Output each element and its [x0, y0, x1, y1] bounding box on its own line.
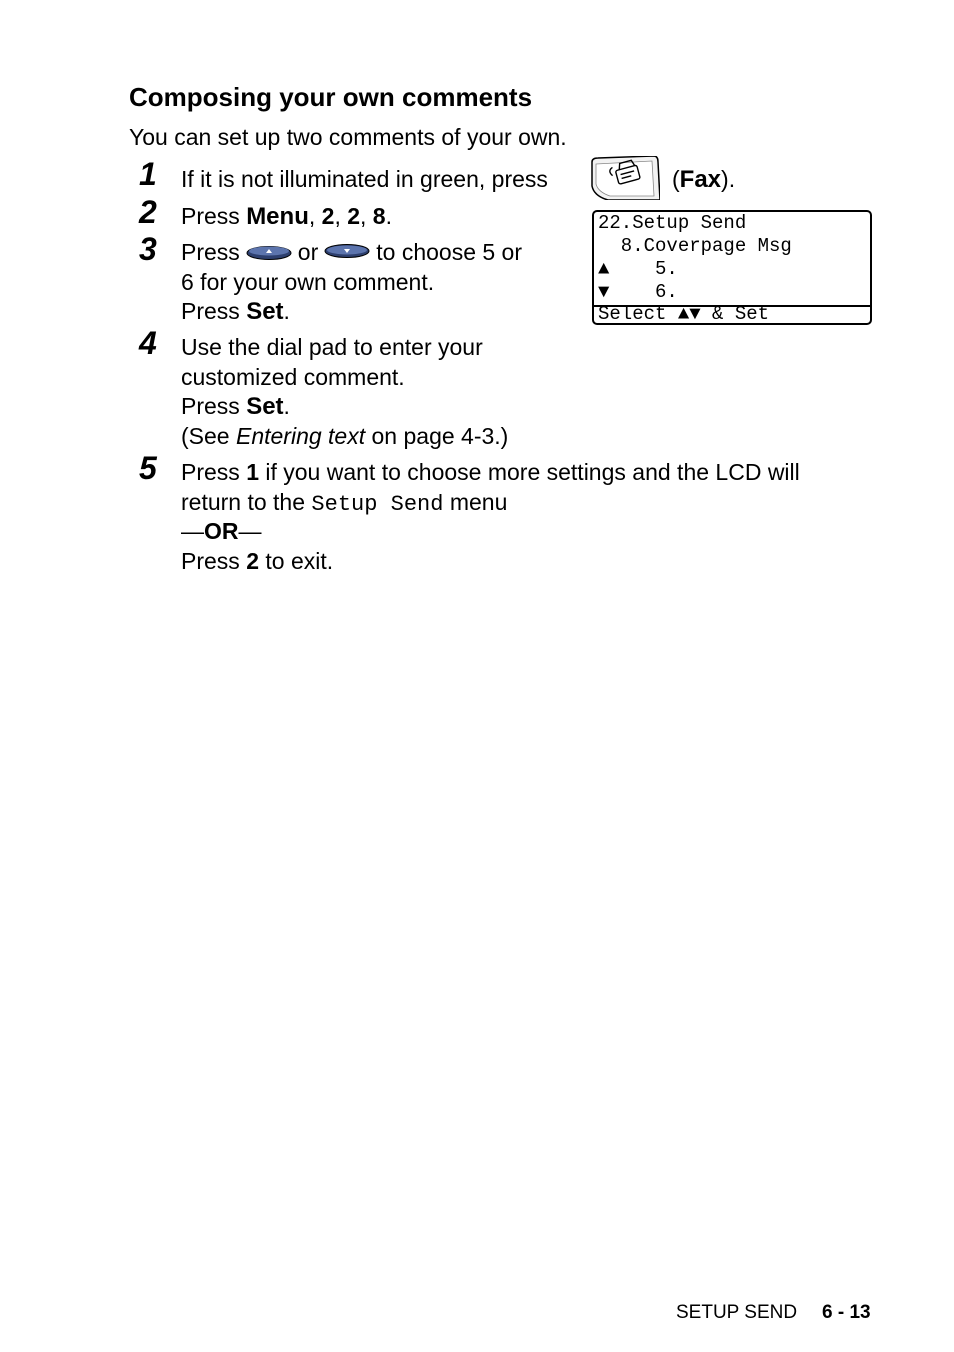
return-text: return to the [181, 489, 312, 515]
dash: — [238, 518, 262, 544]
paren-close: ). [721, 166, 736, 192]
lcd-display [592, 210, 872, 325]
paren-open: ( [672, 166, 680, 192]
step-3-choose: to choose 5 or [376, 239, 523, 265]
comma: , [308, 203, 322, 229]
fax-key-label: Fax [679, 166, 722, 193]
set-key-label: Set [246, 298, 284, 325]
key-1: 1 [246, 459, 259, 485]
dash: — [181, 518, 204, 544]
step-number-5: 5 [139, 450, 157, 486]
step-4-line-4 [181, 423, 508, 449]
step-number-2: 2 [139, 194, 157, 230]
or-separator: OR [204, 518, 239, 544]
comma: , [334, 203, 348, 229]
step-3-line-3 [181, 298, 290, 325]
footer-page-number: 6 - 13 [822, 1302, 871, 1323]
fax-key-icon [588, 156, 660, 200]
menu-word: menu [443, 489, 508, 515]
entering-text-reference: Entering text [235, 423, 366, 449]
step-4-line-3 [181, 393, 290, 420]
step-4-line-2: customized comment. [181, 364, 405, 390]
down-arrow-key-icon [324, 243, 370, 261]
step-number-3: 3 [139, 231, 157, 267]
see-prefix: (See [181, 423, 236, 449]
step-4-line-1: Use the dial pad to enter your [181, 334, 483, 360]
page-reference: on page 4-3.) [365, 423, 509, 449]
step-3-line-2: 6 for your own comment. [181, 269, 435, 295]
step-1-part-a: If it is not illuminated in green, press [181, 166, 548, 192]
period: . [385, 203, 392, 229]
section-heading: Composing your own comments [129, 82, 533, 112]
step-2-text [181, 203, 392, 230]
intro-text: You can set up two comments of your own. [129, 124, 567, 150]
footer-section: SETUP SEND [676, 1302, 798, 1323]
step-1-fax-label [672, 166, 735, 193]
step-2-press: Press [181, 203, 247, 229]
period: . [283, 298, 290, 324]
step-3-press: Press [181, 239, 240, 265]
step-3-line-1 [181, 239, 522, 265]
step-5-press: Press [181, 459, 247, 485]
step-5-line-2 [181, 489, 507, 518]
step-3-press-2: Press [181, 298, 247, 324]
lcd-row-3: ▲ 5. [598, 258, 678, 280]
step-5-line-3 [181, 518, 262, 544]
lcd-row-4: ▼ 6. [598, 281, 678, 303]
step-5-text: if you want to choose more settings and the LCD will [258, 459, 800, 485]
setup-send-menu-name: Setup Send [311, 492, 444, 517]
step-number-1: 1 [139, 156, 157, 192]
step-5-line-1 [181, 459, 800, 485]
step-number-4: 4 [139, 325, 157, 361]
key-8: 8 [372, 203, 386, 229]
key-2: 2 [246, 548, 259, 574]
lcd-row-2: 8.Coverpage Msg [598, 235, 792, 257]
key-2-first: 2 [321, 203, 335, 229]
step-5-line-4 [181, 548, 333, 574]
menu-key-label: Menu [246, 203, 309, 230]
key-2-second: 2 [347, 203, 361, 229]
exit-text: to exit. [258, 548, 334, 574]
step-5-press-2: Press [181, 548, 247, 574]
lcd-row-1: 22.Setup Send [598, 212, 747, 234]
lcd-row-5: Select ▲▼ & Set [598, 303, 770, 325]
step-4-press: Press [181, 393, 247, 419]
set-key-label: Set [246, 393, 284, 420]
up-arrow-key-icon [246, 243, 292, 261]
step-1-text [181, 166, 548, 192]
period: . [283, 393, 290, 419]
comma: , [360, 203, 373, 229]
step-3-or: or [297, 239, 319, 265]
